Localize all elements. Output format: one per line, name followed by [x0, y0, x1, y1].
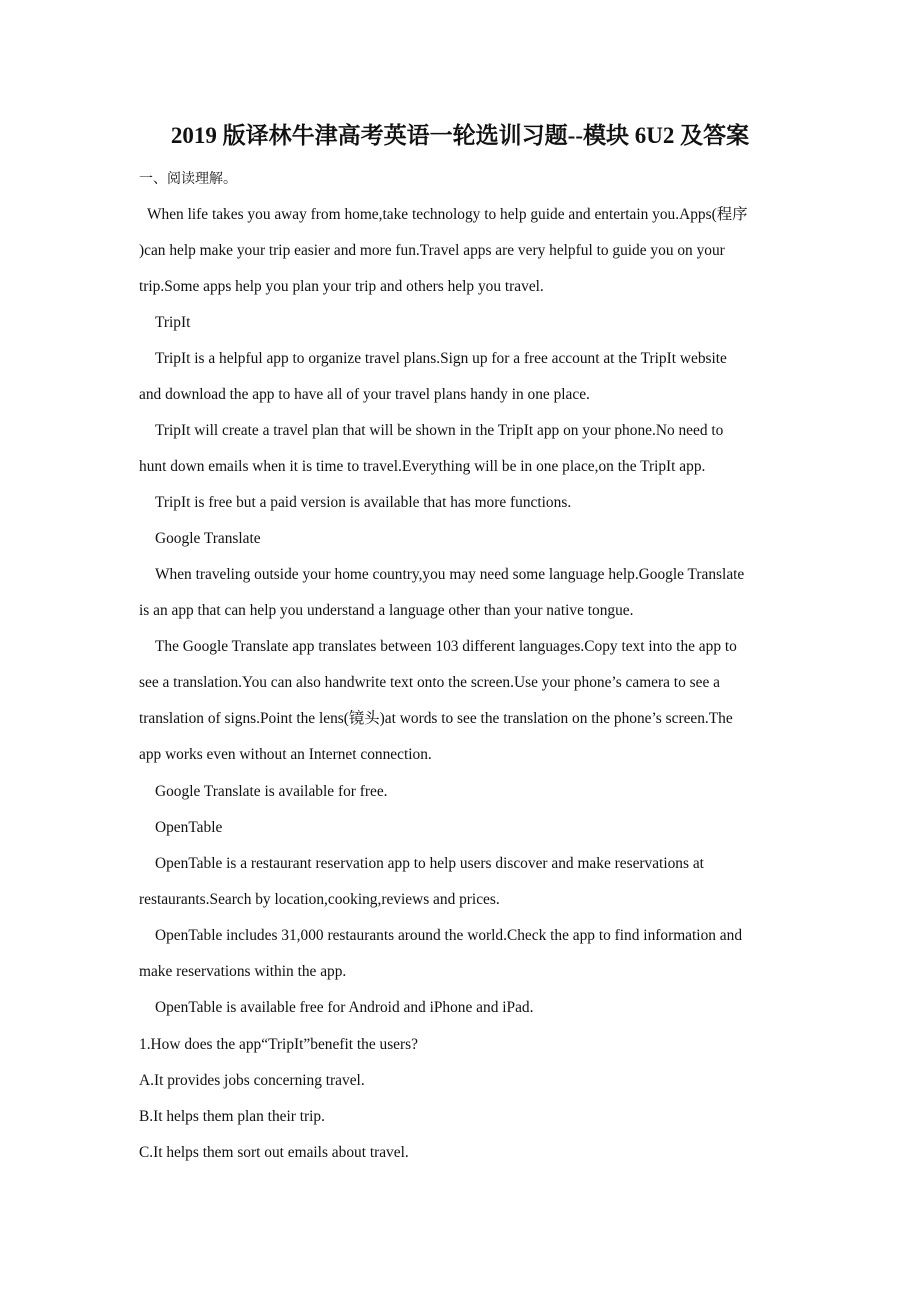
paragraph-line: hunt down emails when it is time to travel.Everything will be in one place,on the TripIt app.	[139, 458, 706, 475]
section-heading: 一、阅读理解。	[139, 171, 237, 187]
option-c: C.It helps them sort out emails about travel.	[139, 1144, 409, 1161]
paragraph-line: restaurants.Search by location,cooking,reviews and prices.	[139, 891, 500, 908]
option-b: B.It helps them plan their trip.	[139, 1108, 325, 1125]
paragraph-line: is an app that can help you understand a language other than your native tongue.	[139, 602, 634, 619]
paragraph-line: OpenTable includes 31,000 restaurants around the world.Check the app to find information and	[155, 927, 743, 944]
paragraph-line: translation of signs.Point the lens(镜头)at words to see the translation on the phone’s screen.The	[139, 710, 733, 727]
paragraph-line: Google Translate is available for free.	[155, 783, 388, 800]
subheading-tripit: TripIt	[155, 314, 191, 331]
paragraph-line: make reservations within the app.	[139, 963, 347, 980]
paragraph-line: When life takes you away from home,take technology to help guide and entertain you.Apps(程序	[147, 206, 748, 223]
paragraph-line: )can help make your trip easier and more fun.Travel apps are very helpful to guide you on your	[139, 242, 725, 259]
paragraph-line: TripIt is a helpful app to organize travel plans.Sign up for a free account at the TripIt website	[155, 350, 727, 367]
paragraph-line: OpenTable is a restaurant reservation app to help users discover and make reservations at	[155, 855, 704, 872]
paragraph-line: TripIt will create a travel plan that will be shown in the TripIt app on your phone.No need to	[155, 422, 724, 439]
paragraph-line: and download the app to have all of your travel plans handy in one place.	[139, 386, 590, 403]
paragraph-line: When traveling outside your home country,you may need some language help.Google Translate	[155, 566, 745, 583]
question-1: 1.How does the app“TripIt”benefit the users?	[139, 1036, 418, 1053]
document-title: 2019 版译林牛津高考英语一轮选训习题--模块 6U2 及答案	[170, 123, 750, 148]
paragraph-line: see a translation.You can also handwrite text onto the screen.Use your phone’s camera to see a	[139, 674, 720, 691]
paragraph-line: app works even without an Internet connection.	[139, 746, 432, 763]
paragraph-line: The Google Translate app translates between 103 different languages.Copy text into the app to	[155, 638, 737, 655]
option-a: A.It provides jobs concerning travel.	[139, 1072, 365, 1089]
paragraph-line: trip.Some apps help you plan your trip and others help you travel.	[139, 278, 544, 295]
subheading-opentable: OpenTable	[155, 819, 223, 836]
subheading-google-translate: Google Translate	[155, 530, 261, 547]
paragraph-line: TripIt is free but a paid version is available that has more functions.	[155, 494, 572, 511]
paragraph-line: OpenTable is available free for Android and iPhone and iPad.	[155, 999, 534, 1016]
